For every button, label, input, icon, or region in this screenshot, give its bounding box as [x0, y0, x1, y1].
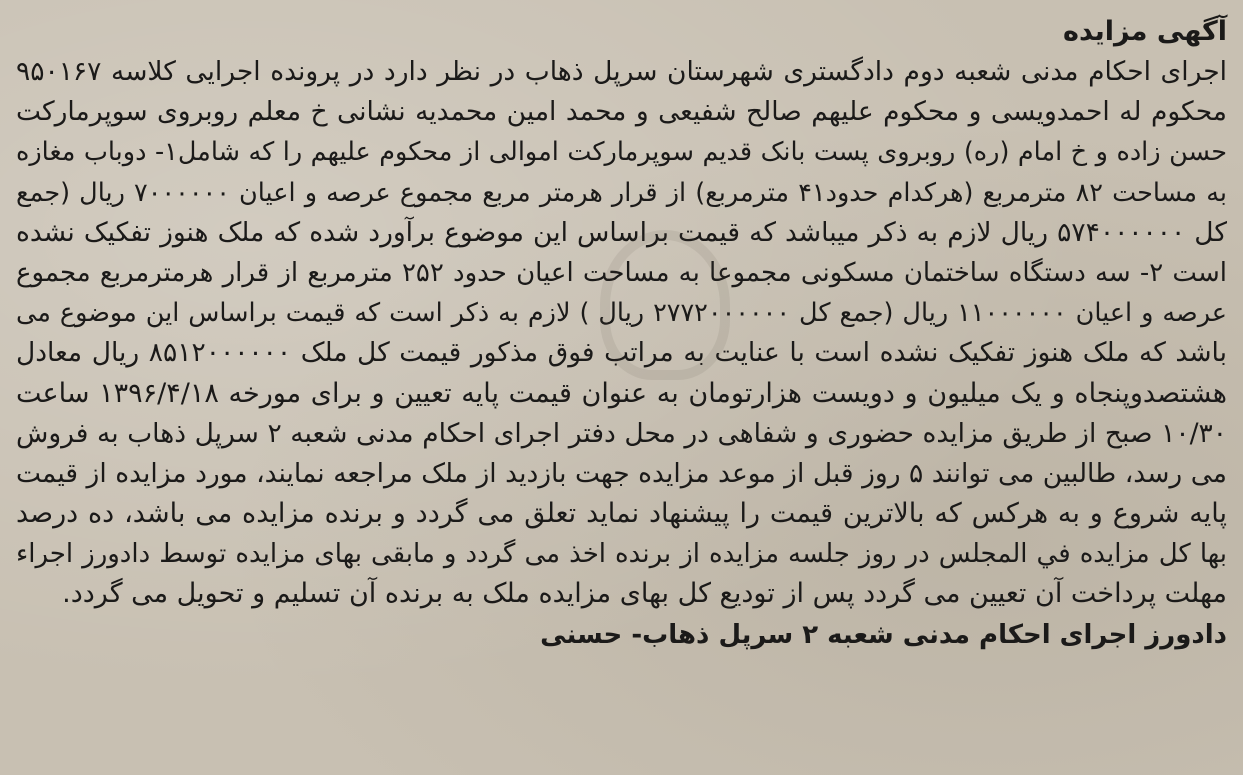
notice-line: بها کل مزایده في المجلس در روز جلسه مزایده از برنده اخذ می گردد و مابقی بهای مزایده توسط دادورز اجراء	[16, 539, 1227, 570]
notice-line: حسن زاده و خ امام (ره) روبروی پست بانک قدیم سوپرمارکت اموالی از محکوم علیهم را که شامل۱- دوباب مغازه	[16, 137, 1227, 168]
notice-line: کل ۵۷۴۰۰۰۰۰۰ ریال لازم به ذکر میباشد که قیمت براساس این موضوع برآورد شده که ملک هنوز تفکیک نشده	[16, 216, 1227, 248]
notice-body	[16, 52, 1227, 615]
notice-line: ۱۰/۳۰ صبح از طریق مزایده حضوری و شفاهی در محل دفتر اجرای احکام مدنی شعبه ۲ سرپل ذهاب به فروش	[16, 417, 1227, 449]
notice-line: محکوم له احمدویسی و محکوم علیهم صالح شفیعی و محمد امین محمدیه نشانی خ معلم روبروی سوپرمارکت	[16, 96, 1227, 128]
notice-line: هشتصدوپنجاه و یک میلیون و دویست هزارتومان به عنوان قیمت پایه تعیین و برای مورخه ۱۳۹۶/۴/۱۸ ساعت	[16, 377, 1227, 409]
notice-line: باشد که ملک هنوز تفکیک نشده است با عنایت به مراتب فوق مذکور قیمت کل ملک ۸۵۱۲۰۰۰۰۰۰ ریال معادل	[16, 337, 1227, 369]
notice-title: آگهی مزایده	[1063, 16, 1227, 47]
notice-line: است ۲- سه دستگاه ساختمان مسکونی مجموعا به مساحت اعیان حدود ۲۵۲ مترمربع از قرار هرمترمربع مجموع	[16, 257, 1227, 288]
notice-line: عرصه و اعیان ۱۱۰۰۰۰۰۰ ریال (جمع کل ۲۷۷۲۰۰۰۰۰۰ ریال ) لازم به ذکر است که قیمت براساس این موضوع می	[16, 298, 1227, 329]
notice-line-last: مهلت پرداخت آن تعیین می گردد پس از تودیع کل بهای مزایده ملک به برنده آن تسلیم و تحویل می گردد.	[62, 578, 1227, 610]
notice-signature: دادورز اجرای احکام مدنی شعبه ۲ سرپل ذهاب- حسنی	[540, 619, 1227, 650]
notice-line: اجرای احکام مدنی شعبه دوم دادگستری شهرستان سرپل ذهاب در نظر دارد در پرونده اجرایی کلاسه ۹۵۰۱۶۷	[16, 56, 1227, 87]
notice-line: می رسد، طالبین می توانند ۵ روز قبل از موعد مزایده جهت بازدید از ملک مراجعه نمایند، مورد مزایده از قیمت	[16, 457, 1227, 489]
notice-line: به مساحت ۸۲ مترمربع (هرکدام حدود۴۱ مترمربع) از قرار هرمتر مربع مجموع عرصه و اعیان ۷۰۰۰۰۰۰ ریال (جمع	[16, 177, 1227, 208]
notice-line: پایه شروع و به هرکس که بالاترین قیمت را پیشنهاد نماید تعلق می گردد و برنده مزایده می باشد، ده درصد	[16, 498, 1227, 530]
